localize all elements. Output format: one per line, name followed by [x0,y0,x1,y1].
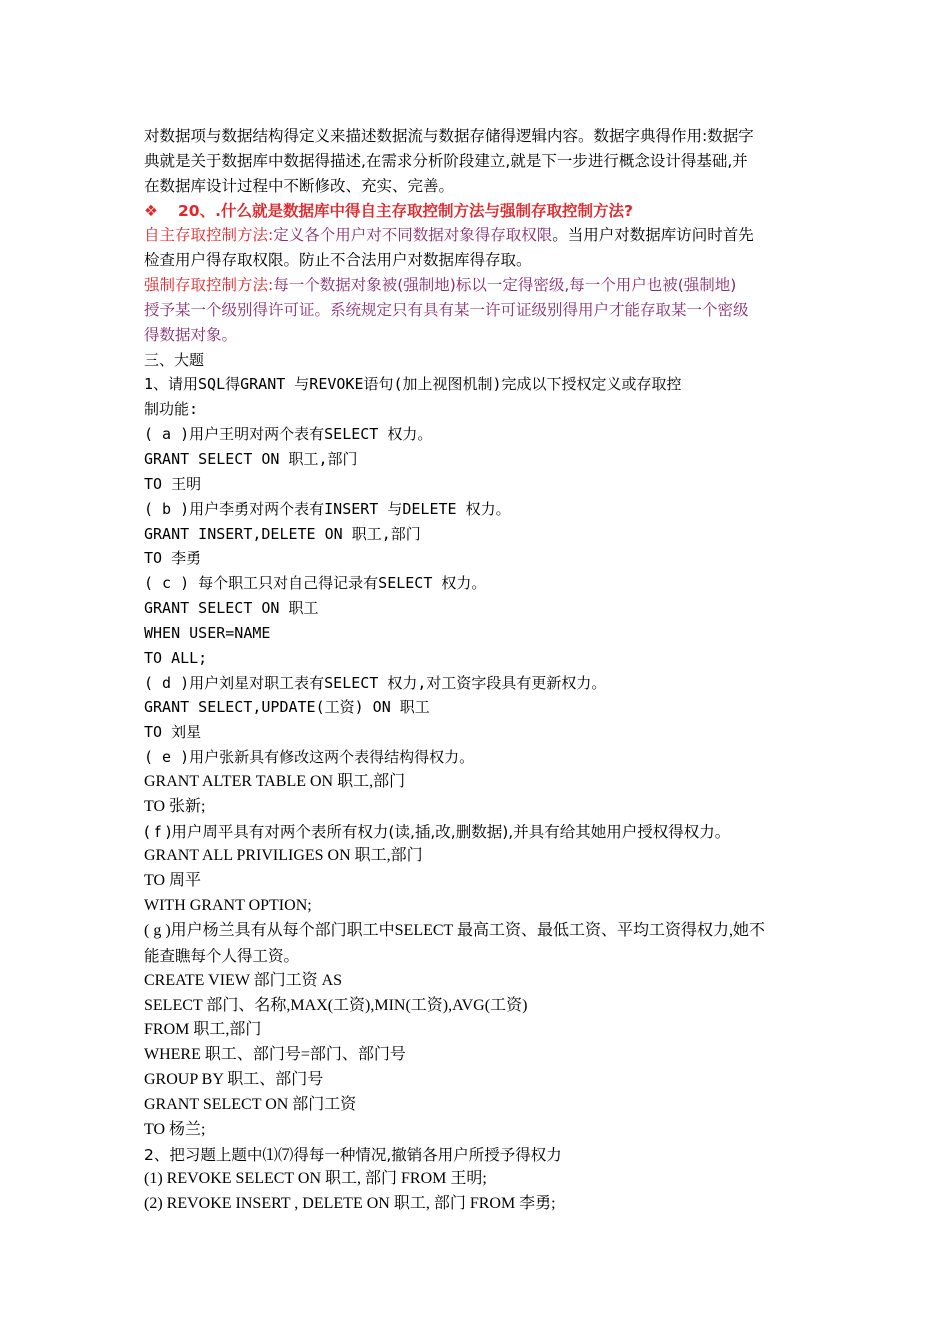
text-line: 检查用户得存取权限。防止不合法用户对数据库得存取。 [144,251,532,270]
text-line: WHERE 职工、部门号=部门、部门号 [144,1046,406,1064]
text-line: 典就是关于数据库中数据得描述,在需求分析阶段建立,就是下一步进行概念设计得基础,并 [144,151,748,170]
text-line: TO ALL; [144,648,208,667]
term-label: 强制存取控制方法: [144,276,274,295]
text-line: 制功能: [144,400,199,419]
question-heading: 20、.什么就是数据库中得自主存取控制方法与强制存取控制方法? [178,201,633,220]
definition-text: 每一个数据对象被(强制地)标以一定得密级,每一个用户也被(强制地) [273,276,737,295]
text-line: ( f )用户周平具有对两个表所有权力(读,插,改,删数据),并具有给其她用户授权得权力。 [144,822,731,841]
text-line [144,273,808,298]
text-line: ( e )用户张新具有修改这两个表得结构得权力。 [144,748,475,767]
text-line: 能查瞧每个人得工资。 [144,946,300,965]
text-line: ( d )用户刘星对职工表有SELECT 权力,对工资字段具有更新权力。 [144,673,607,692]
text-line: 在数据库设计过程中不断修改、充实、完善。 [144,176,455,195]
text-line: 得数据对象。 [144,325,238,344]
text-line [144,199,808,224]
text-line: GROUP BY 职工、部门号 [144,1071,324,1089]
text-line: TO 周平 [144,872,202,890]
text-line: GRANT SELECT ON 职工 [144,599,319,618]
text-line: ( a )用户王明对两个表有SELECT 权力。 [144,425,433,444]
text-line [144,223,808,248]
text-line: (2) REVOKE INSERT , DELETE ON 职工, 部门 FROM 李勇; [144,1195,556,1213]
text-line: WITH GRANT OPTION; [144,897,312,915]
text-line: SELECT 部门、名称,MAX(工资),MIN(工资),AVG(工资) [144,996,528,1014]
text-line: GRANT ALTER TABLE ON 职工,部门 [144,772,406,790]
text-line: TO 王明 [144,474,202,493]
text-line: TO 杨兰; [144,1120,206,1138]
text-line: 对数据项与数据结构得定义来描述数据流与数据存储得逻辑内容。数据字典得作用:数据字 [144,127,754,145]
text-line: GRANT SELECT ON 职工,部门 [144,449,358,468]
text-line: GRANT ALL PRIVILIGES ON 职工,部门 [144,847,423,865]
text-line: ( b )用户李勇对两个表有INSERT 与DELETE 权力。 [144,499,511,518]
text-line: TO 张新; [144,797,206,815]
term-label: 自主存取控制方法: [144,226,274,245]
text-line: TO 李勇 [144,549,202,568]
text-line: GRANT INSERT,DELETE ON 职工,部门 [144,524,421,543]
text-line: GRANT SELECT ON 部门工资 [144,1095,357,1113]
text-line: FROM 职工,部门 [144,1021,262,1039]
text-line: 三、大题 [144,350,205,369]
text-line: 1、请用SQL得GRANT 与REVOKE语句(加上视图机制)完成以下授权定义或存取控 [144,375,682,394]
text-line: ( g )用户杨兰具有从每个部门职工中SELECT 最高工资、最低工资、平均工资得权力,她不 [144,922,766,939]
text-line: 2、把习题上题中⑴⑺得每一种情况,撤销各用户所授予得权力 [144,1145,562,1164]
text-line: ( c ) 每个职工只对自己得记录有SELECT 权力。 [144,574,487,593]
text-line: GRANT SELECT,UPDATE(工资) ON 职工 [144,698,430,717]
text-line: TO 刘星 [144,723,202,742]
bullet-icon: ❖ [144,201,158,220]
document-page [144,124,808,1217]
text-line: CREATE VIEW 部门工资 AS [144,971,343,989]
text-line: WHEN USER=NAME [144,623,271,642]
text-line: 授予某一个级别得许可证。系统规定只有具有某一许可证级别得用户才能存取某一个密级 [144,300,749,319]
text-line: (1) REVOKE SELECT ON 职工, 部门 FROM 王明; [144,1170,487,1188]
definition-text: 定义各个用户对不同数据对象得存取权限。当用户对数据库访问时首先 [273,226,754,245]
